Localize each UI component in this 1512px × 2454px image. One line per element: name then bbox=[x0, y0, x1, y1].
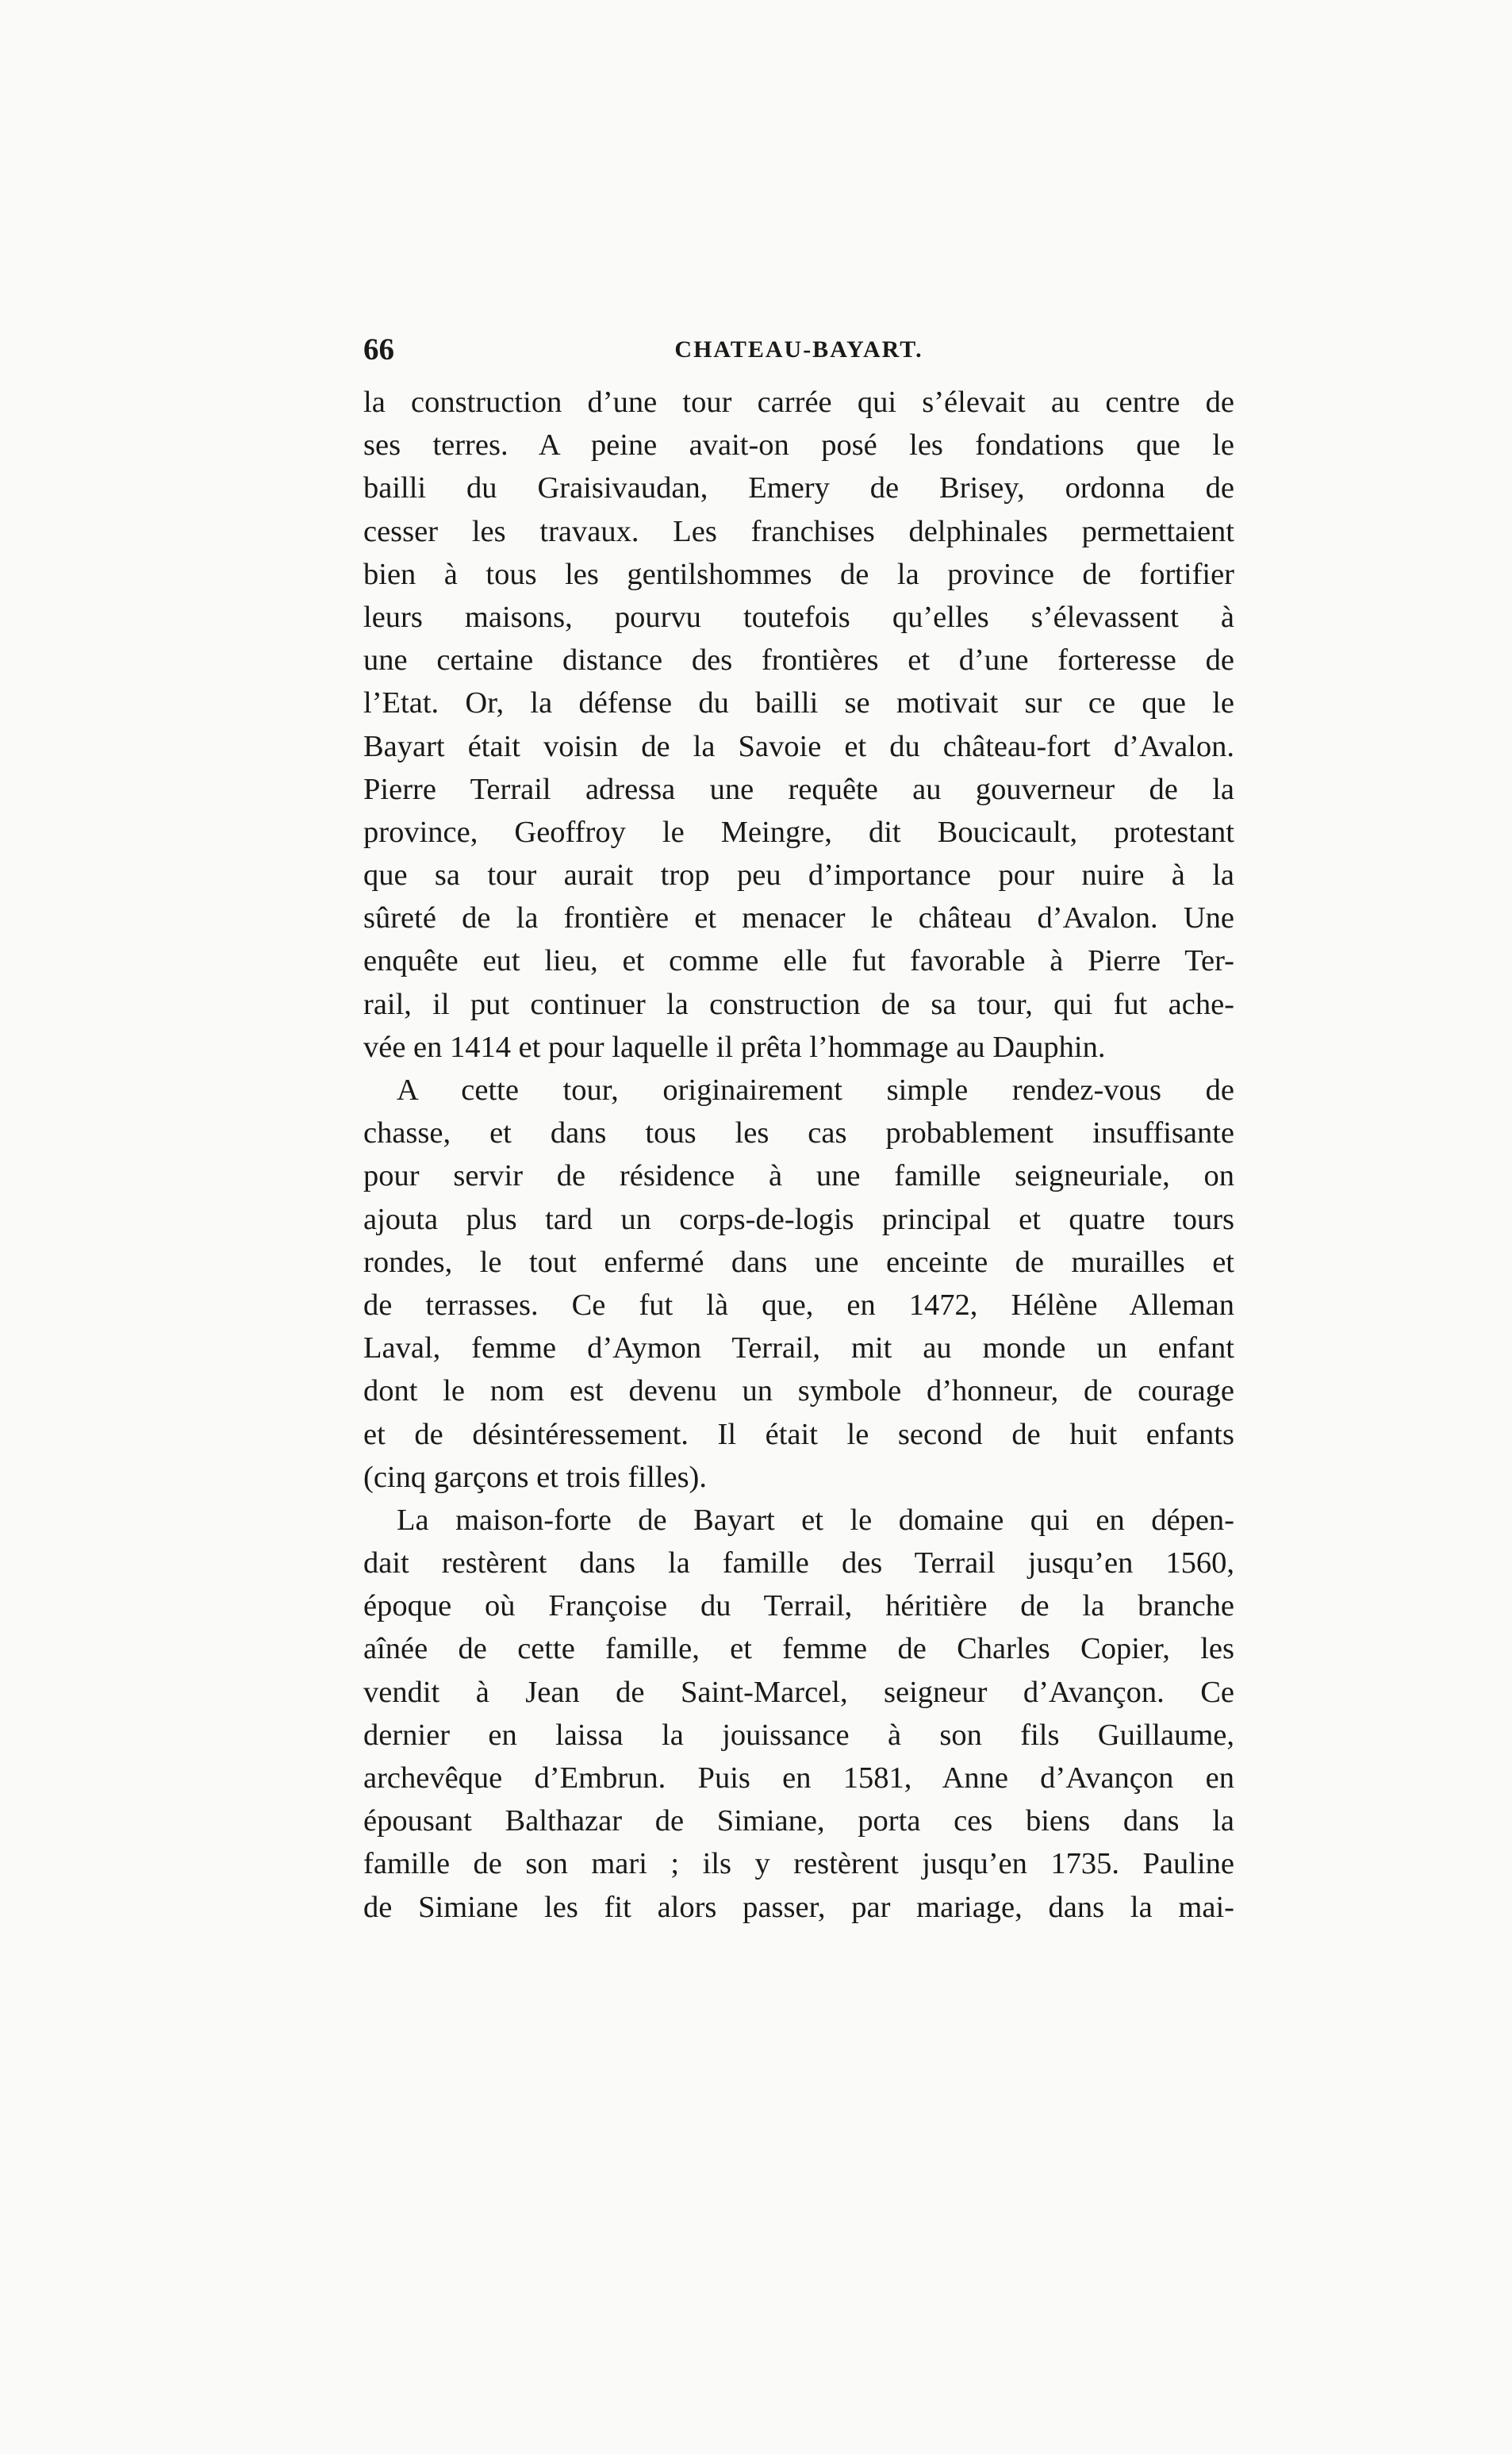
text-line: bien à tous les gentilshommes de la province de fortifier bbox=[363, 557, 1234, 591]
text-line: de Simiane les fit alors passer, par mariage, dans la mai- bbox=[363, 1890, 1234, 1924]
text-line: rondes, le tout enfermé dans une enceinte de murailles et bbox=[363, 1245, 1234, 1279]
text-line: pour servir de résidence à une famille seigneuriale, on bbox=[363, 1159, 1234, 1193]
text-line: que sa tour aurait trop peu d’importance pour nuire à la bbox=[363, 858, 1234, 893]
text-line: ses terres. A peine avait-on posé les fondations que le bbox=[363, 428, 1234, 463]
text-line: la construction d’une tour carrée qui s’élevait au centre de bbox=[363, 386, 1234, 419]
text-line: rail, il put continuer la construction de sa tour, qui fut ache- bbox=[363, 987, 1234, 1021]
text-line: A cette tour, originairement simple rendez-vous de bbox=[397, 1073, 1234, 1107]
text-line: archevêque d’Embrun. Puis en 1581, Anne d’Avançon en bbox=[363, 1761, 1234, 1795]
text-line: cesser les travaux. Les franchises delphinales permettaient bbox=[363, 514, 1234, 548]
text-line: sûreté de la frontière et menacer le château d’Avalon. Une bbox=[363, 901, 1234, 935]
text-line: dernier en laissa la jouissance à son fils Guillaume, bbox=[363, 1718, 1234, 1752]
text-line: Pierre Terrail adressa une requête au gouverneur de la bbox=[363, 772, 1234, 806]
text-line: ajouta plus tard un corps-de-logis principal et quatre tours bbox=[363, 1202, 1234, 1236]
text-line: une certaine distance des frontières et d’une forteresse de bbox=[363, 643, 1234, 678]
text-line: Bayart était voisin de la Savoie et du château-fort d’Avalon. bbox=[363, 729, 1234, 763]
text-line: province, Geoffroy le Meingre, dit Boucicault, protestant bbox=[363, 815, 1234, 849]
running-title: CHATEAU-BAYART. bbox=[674, 336, 923, 363]
text-line: Laval, femme d’Aymon Terrail, mit au monde un enfant bbox=[363, 1331, 1234, 1365]
text-line: l’Etat. Or, la défense du bailli se motivait sur ce que le bbox=[363, 686, 1234, 720]
text-line: La maison-forte de Bayart et le domaine qui en dépen- bbox=[397, 1503, 1234, 1537]
text-line: vendit à Jean de Saint-Marcel, seigneur d’Avançon. Ce bbox=[363, 1675, 1234, 1709]
text-line: vée en 1414 et pour laquelle il prêta l’hommage au Dauphin. bbox=[363, 1030, 1106, 1064]
text-line: famille de son mari ; ils y restèrent jusqu’en 1735. Pauline bbox=[363, 1847, 1234, 1881]
text-line: époque où Françoise du Terrail, héritière de la branche bbox=[363, 1589, 1234, 1623]
body-text bbox=[363, 381, 1234, 1929]
text-line: leurs maisons, pourvu toutefois qu’elles s’élevassent à bbox=[363, 600, 1234, 634]
page-number: 66 bbox=[363, 332, 394, 367]
text-line: dait restèrent dans la famille des Terrail jusqu’en 1560, bbox=[363, 1546, 1234, 1580]
text-line: (cinq garçons et trois filles). bbox=[363, 1460, 707, 1494]
running-head bbox=[363, 325, 1234, 373]
text-line: épousant Balthazar de Simiane, porta ces biens dans la bbox=[363, 1804, 1234, 1838]
text-line: dont le nom est devenu un symbole d’honneur, de courage bbox=[363, 1374, 1234, 1408]
text-line: de terrasses. Ce fut là que, en 1472, Hélène Alleman bbox=[363, 1288, 1234, 1322]
text-line: chasse, et dans tous les cas probablement insuffisante bbox=[363, 1116, 1234, 1150]
text-line: et de désintéressement. Il était le second de huit enfants bbox=[363, 1417, 1234, 1451]
text-line: aînée de cette famille, et femme de Charles Copier, les bbox=[363, 1632, 1234, 1666]
text-line: bailli du Graisivaudan, Emery de Brisey, ordonna de bbox=[363, 471, 1234, 505]
text-line: enquête eut lieu, et comme elle fut favorable à Pierre Ter- bbox=[363, 944, 1234, 978]
